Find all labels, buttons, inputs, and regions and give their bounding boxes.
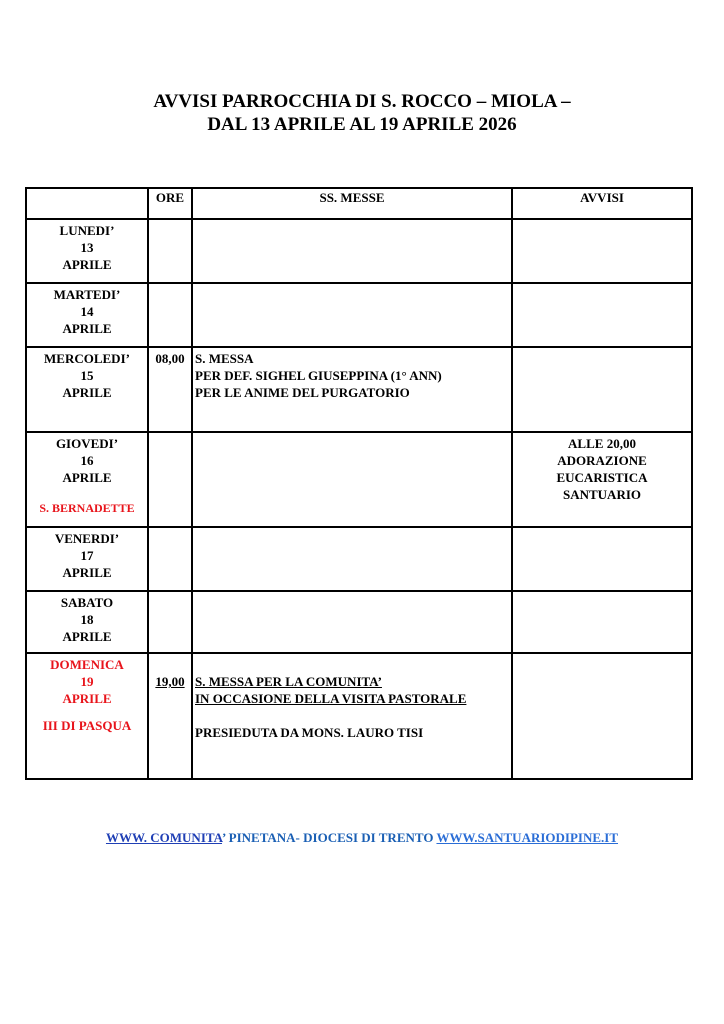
avvisi-cell: [512, 527, 692, 591]
ore-cell: [148, 591, 192, 653]
header-day: [26, 188, 148, 219]
day-number: 19: [80, 674, 94, 689]
footer: [0, 830, 724, 846]
avviso-line: ALLE 20,00: [568, 436, 636, 451]
mass-time: 19,00: [155, 674, 185, 689]
messe-cell: [192, 527, 512, 591]
day-number: 16: [80, 453, 94, 468]
table-row: [26, 432, 692, 527]
avvisi-cell: [512, 653, 692, 779]
avvisi-cell: [512, 219, 692, 283]
liturgical-note: III DI PASQUA: [42, 718, 132, 733]
avvisi-cell: [512, 432, 692, 527]
saint-note: S. BERNADETTE: [39, 501, 135, 515]
header-messe: SS. MESSE: [192, 188, 512, 219]
table-row: [26, 527, 692, 591]
ore-cell: [148, 527, 192, 591]
footer-text: ’ PINETANA- DIOCESI DI TRENTO: [222, 830, 437, 845]
ore-cell: [148, 283, 192, 347]
messe-cell: [192, 432, 512, 527]
day-cell: [26, 347, 148, 432]
messe-cell: [192, 653, 512, 779]
header-ore: ORE: [148, 188, 192, 219]
ore-cell: [148, 653, 192, 779]
day-name: VENERDI’: [54, 531, 120, 546]
day-name: LUNEDI’: [59, 223, 115, 238]
avvisi-cell: [512, 283, 692, 347]
community-link[interactable]: WWW. COMUNITA: [105, 830, 223, 845]
day-number: 14: [80, 304, 94, 319]
day-number: 15: [80, 368, 94, 383]
table-header-row: [26, 188, 692, 219]
mass-line: S. MESSA PER LA COMUNITA’: [195, 674, 382, 689]
messe-cell: [192, 219, 512, 283]
day-name: GIOVEDI’: [55, 436, 119, 451]
title-line-1: AVVISI PARROCCHIA DI S. ROCCO – MIOLA –: [153, 91, 571, 112]
avvisi-cell: [512, 347, 692, 432]
day-month: APRILE: [62, 257, 112, 272]
mass-line: PER LE ANIME DEL PURGATORIO: [195, 385, 410, 400]
page-title: [0, 90, 724, 136]
table-row: [26, 653, 692, 779]
day-number: 13: [80, 240, 94, 255]
messe-cell: [192, 591, 512, 653]
table-row: [26, 591, 692, 653]
table-row: [26, 283, 692, 347]
mass-line: IN OCCASIONE DELLA VISITA PASTORALE: [195, 691, 467, 706]
day-month: APRILE: [62, 385, 112, 400]
day-number: 18: [80, 612, 94, 627]
day-name: SABATO: [60, 595, 114, 610]
mass-time: 08,00: [155, 351, 185, 366]
table-row: [26, 347, 692, 432]
messe-cell: [192, 283, 512, 347]
day-month: APRILE: [62, 321, 112, 336]
santuario-link[interactable]: WWW.SANTUARIODIPINE.IT: [436, 830, 619, 845]
messe-cell: [192, 347, 512, 432]
ore-cell: [148, 432, 192, 527]
ore-cell: [148, 219, 192, 283]
day-month: APRILE: [62, 470, 112, 485]
day-name: MARTEDI’: [53, 287, 121, 302]
day-name: DOMENICA: [50, 657, 124, 672]
header-avvisi: AVVISI: [512, 188, 692, 219]
day-cell: [26, 219, 148, 283]
day-month: APRILE: [62, 629, 112, 644]
title-line-2: DAL 13 APRILE AL 19 APRILE 2026: [207, 114, 517, 135]
ore-cell: [148, 347, 192, 432]
avviso-line: EUCARISTICA: [556, 470, 648, 485]
day-cell: [26, 432, 148, 527]
day-cell: [26, 283, 148, 347]
mass-line: PER DEF. SIGHEL GIUSEPPINA (1° ANN): [195, 368, 442, 383]
avviso-line: SANTUARIO: [562, 487, 641, 502]
day-number: 17: [80, 548, 94, 563]
avviso-line: ADORAZIONE: [557, 453, 647, 468]
schedule-table: [25, 187, 693, 780]
day-name: MERCOLEDI’: [44, 351, 130, 366]
day-cell: [26, 653, 148, 779]
day-cell: [26, 527, 148, 591]
avvisi-cell: [512, 591, 692, 653]
day-month: APRILE: [62, 565, 112, 580]
day-cell: [26, 591, 148, 653]
day-month: APRILE: [62, 691, 112, 706]
table-row: [26, 219, 692, 283]
mass-line: S. MESSA: [195, 351, 254, 366]
mass-line: PRESIEDUTA DA MONS. LAURO TISI: [195, 725, 424, 740]
